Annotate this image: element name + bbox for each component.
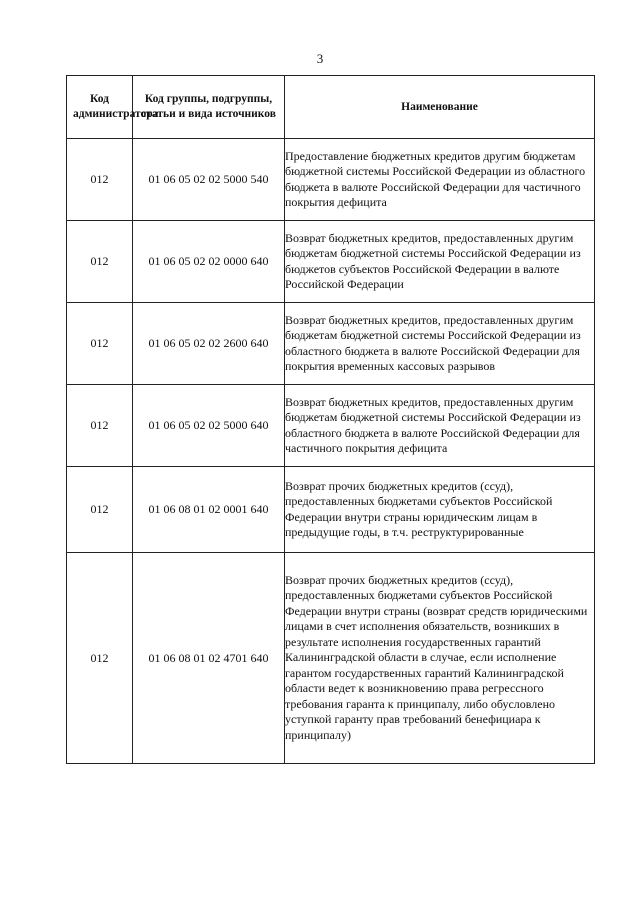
table-row xyxy=(67,139,595,221)
table-row xyxy=(67,467,595,553)
name-cell: Предоставление бюджетных кредитов другим бюджетам бюджетной системы Российской Федерации из областного бюджета в валюте Российской Федерации для частичного покрытия дефицита xyxy=(285,139,595,221)
admin-code-cell: 012 xyxy=(67,553,133,764)
source-code-cell: 01 06 08 01 02 4701 640 xyxy=(133,553,285,764)
source-code-cell: 01 06 05 02 02 5000 640 xyxy=(133,385,285,467)
page-number: 3 xyxy=(316,51,324,66)
source-code-cell: 01 06 08 01 02 0001 640 xyxy=(133,467,285,553)
admin-code-cell: 012 xyxy=(67,467,133,553)
table-row xyxy=(67,553,595,764)
admin-code-cell: 012 xyxy=(67,221,133,303)
name-cell: Возврат прочих бюджетных кредитов (ссуд), предоставленных бюджетами субъектов Российской Федерации внутри страны юридическим лицам в предыдущие годы, в т.ч. реструктурированные xyxy=(285,467,595,553)
source-code-cell: 01 06 05 02 02 0000 640 xyxy=(133,221,285,303)
table-header-row xyxy=(67,76,595,139)
source-code-cell: 01 06 05 02 02 5000 540 xyxy=(133,139,285,221)
name-cell: Возврат бюджетных кредитов, предоставленных другим бюджетам бюджетной системы Российской Федерации из областного бюджета в валюте Российской Федерации для покрытия временных кассовых разрывов xyxy=(285,303,595,385)
admin-code-cell: 012 xyxy=(67,385,133,467)
source-code-cell: 01 06 05 02 02 2600 640 xyxy=(133,303,285,385)
admin-code-cell: 012 xyxy=(67,303,133,385)
table-row xyxy=(67,221,595,303)
header-admin-code: Код администратора xyxy=(67,76,133,139)
header-group-code: Код группы, подгруппы, статьи и вида источников xyxy=(133,76,285,139)
name-cell: Возврат прочих бюджетных кредитов (ссуд), предоставленных бюджетами субъектов Российской Федерации внутри страны (возврат средств юридическими лицами в счет исполнения обязательств, возникших в результате исполнения государственных гарантий Калининградской области в случае, если исполнение гарантом государственных гарантий Калининградской области ведет к возникновению права регрессного требования гаранта к принципалу, либо обусловлено уступкой гаранту прав требований бенефициара к принципалу) xyxy=(285,553,595,764)
header-name: Наименование xyxy=(285,76,595,139)
table-row xyxy=(67,385,595,467)
name-cell: Возврат бюджетных кредитов, предоставленных другим бюджетам бюджетной системы Российской Федерации из бюджетов субъектов Российской Федерации в валюте Российской Федерации xyxy=(285,221,595,303)
name-cell: Возврат бюджетных кредитов, предоставленных другим бюджетам бюджетной системы Российской Федерации из областного бюджета в валюте Российской Федерации для частичного покрытия дефицита xyxy=(285,385,595,467)
budget-sources-table xyxy=(66,75,595,764)
admin-code-cell: 012 xyxy=(67,139,133,221)
table-row xyxy=(67,303,595,385)
